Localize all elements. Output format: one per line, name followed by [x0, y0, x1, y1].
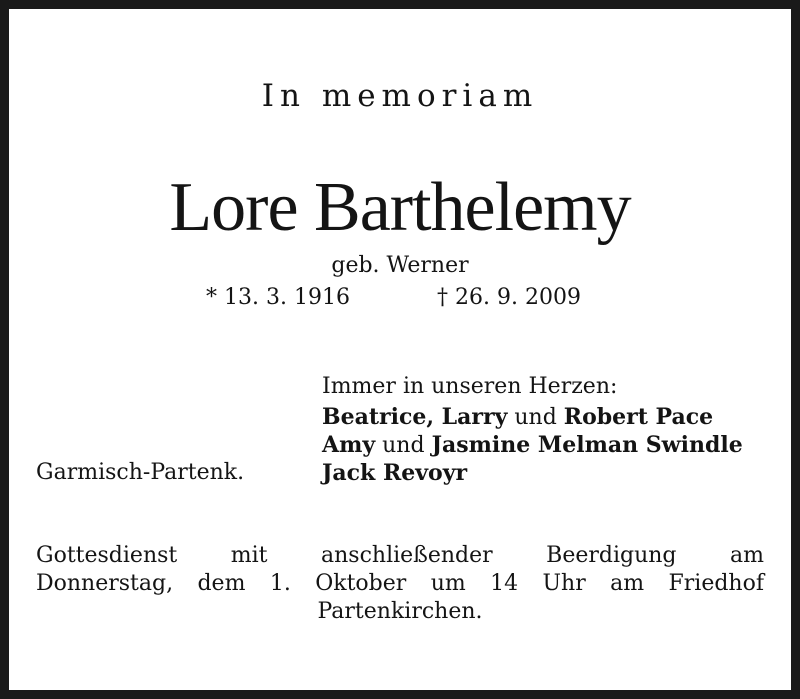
mourners-intro: Immer in unseren Herzen:	[322, 374, 618, 399]
mourner-names: Jasmine Melman Swindle	[431, 432, 743, 458]
mourner-names: Amy	[322, 432, 376, 458]
mourner-names: Robert Pace	[563, 404, 714, 430]
service-line: Gottesdienst mit anschließender Beerdigung am	[36, 543, 764, 568]
mourners-line	[322, 406, 713, 429]
mourner-names: Beatrice, Larry	[322, 404, 508, 430]
service-notice	[36, 542, 764, 626]
mourner-names: Jack Revoyr	[322, 460, 468, 486]
birth-name: geb. Werner	[331, 253, 469, 278]
service-line: Donnerstag, dem 1. Oktober um 14 Uhr am Friedhof	[36, 571, 764, 596]
birth-date: * 13. 3. 1916	[206, 285, 350, 310]
deceased-name: Lore Barthelemy	[169, 169, 631, 246]
place-name: Garmisch-Partenk.	[36, 460, 245, 485]
conjunction: und	[382, 433, 425, 458]
mourners-line	[322, 462, 467, 485]
service-line: Partenkirchen.	[317, 599, 483, 624]
notice-heading: In memoriam	[261, 78, 539, 114]
death-date: † 26. 9. 2009	[437, 285, 581, 310]
conjunction: und	[514, 405, 557, 430]
mourners-line	[322, 434, 743, 457]
